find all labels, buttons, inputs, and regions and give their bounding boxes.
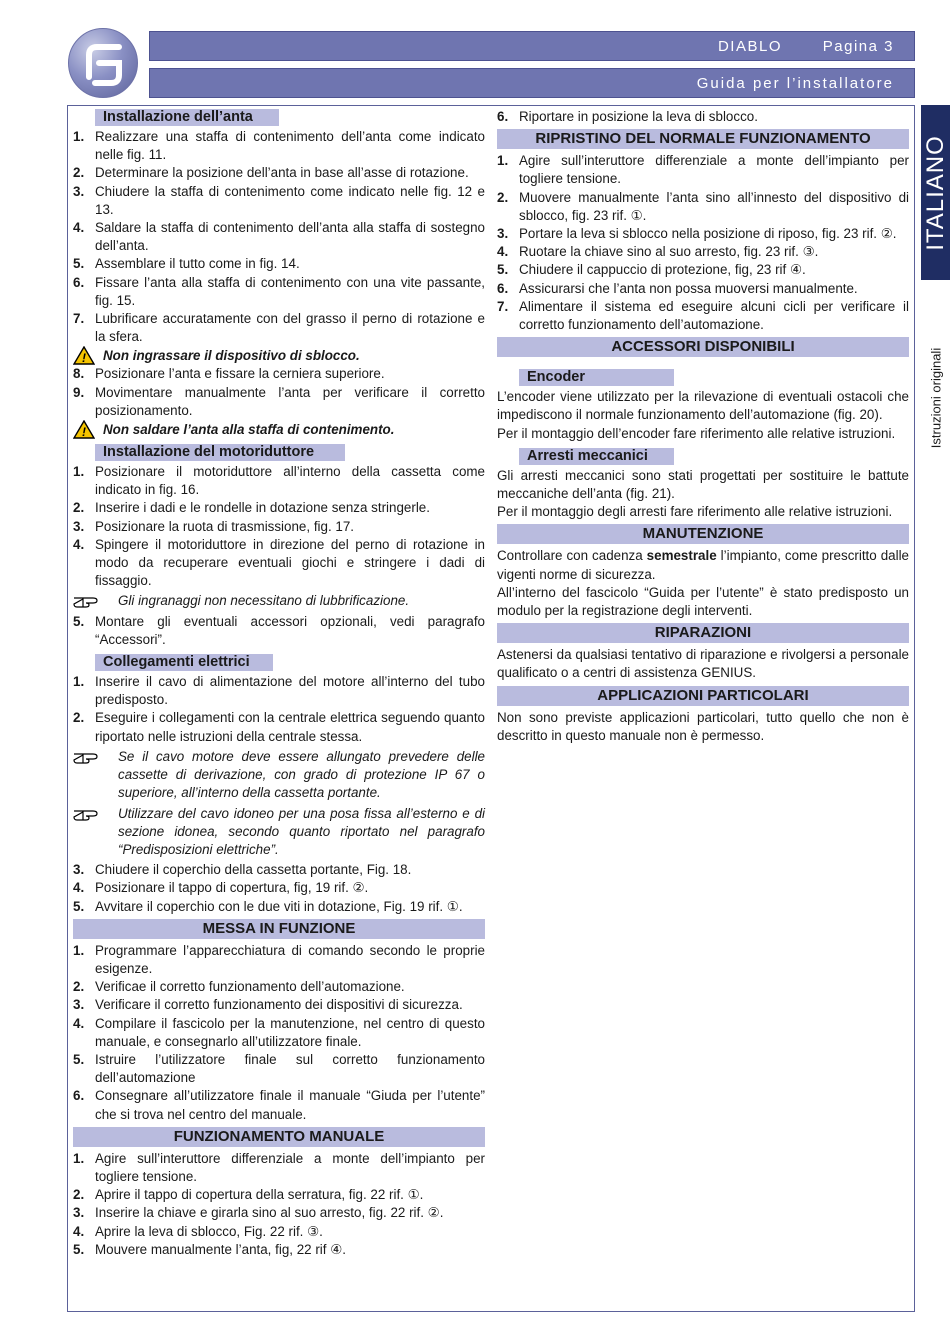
list-item-number: 4. [73, 1223, 85, 1239]
list-item-text: Inserire il cavo di alimentazione del motore all’interno del tubo predisposto. [95, 674, 485, 708]
paragraph: Non sono previste applicazioni particolari, tutto quello che non è descritto in questo manuale non è permesso. [497, 709, 909, 743]
info-note [73, 805, 485, 860]
list-item-number: 3. [73, 997, 85, 1013]
list-item-text: Istruire l’utilizzatore finale sul corretto funzionamento dell’automazione [95, 1051, 485, 1086]
warning-icon [73, 346, 103, 365]
list-item [497, 152, 909, 188]
list-item-text: Ruotare la chiave sino al suo arresto, fig. 23 rif. ③. [519, 244, 819, 260]
list-item [73, 898, 485, 916]
note-text: Se il cavo motore deve essere allungato prevedere delle cassette di derivazione, con grado di protezione IP 67 o superiore, all’interno della cassetta portante. [118, 748, 485, 801]
list-item-number: 2. [73, 710, 85, 726]
list-item-text: Avvitare il coperchio con le due viti in dotazione, Fig. 19 rif. ①. [95, 898, 463, 914]
left-column [73, 108, 485, 1259]
list-item [73, 1204, 485, 1222]
page-number: Pagina 3 [822, 38, 894, 55]
list-item [73, 499, 485, 517]
list-item [73, 1051, 485, 1087]
list-item-text: Assemblare il tutto come in fig. 14. [95, 256, 300, 272]
logo-mark-icon [69, 29, 139, 99]
paragraph [497, 547, 909, 583]
list-manuale [73, 1150, 485, 1259]
svg-text:!: ! [82, 425, 86, 440]
section-title-accessori: ACCESSORI DISPONIBILI [497, 337, 909, 357]
list-item-number: 5. [73, 1241, 85, 1257]
list-item-number: 2. [73, 500, 85, 516]
list-item [73, 183, 485, 219]
text-run-bold: semestrale [646, 548, 717, 564]
list-item-number: 6. [73, 1088, 85, 1104]
list-messa [73, 942, 485, 1124]
list-item-number: 2. [73, 1187, 85, 1203]
list-item [73, 861, 485, 879]
list-item [73, 1150, 485, 1186]
section-title-manuale: FUNZIONAMENTO MANUALE [73, 1127, 485, 1147]
warning-note [73, 346, 485, 365]
paragraph: Per il montaggio dell’encoder fare riferimento alle relative istruzioni. [497, 425, 896, 441]
list-item-number: 6. [497, 280, 509, 296]
list-item [73, 518, 485, 536]
section-title-applicazioni: APPLICAZIONI PARTICOLARI [497, 686, 909, 706]
list-item [73, 996, 485, 1014]
list-item-number: 3. [497, 226, 509, 242]
list-item-number: 5. [73, 1051, 85, 1067]
list-item [73, 219, 485, 255]
list-item [73, 709, 485, 745]
subsection-title-anta: Installazione dell’anta [95, 109, 279, 126]
list-item-text: Posizionare l’anta e fissare la cerniera superiore. [95, 366, 385, 382]
list-item-number: 7. [73, 311, 85, 327]
list-item [73, 1186, 485, 1204]
section-title-riparazioni: RIPARAZIONI [497, 623, 909, 643]
list-item-number: 7. [497, 298, 509, 314]
section-title-messa: MESSA IN FUNZIONE [73, 919, 485, 939]
paragraph: Per il montaggio degli arresti fare riferimento alle relative istruzioni. [497, 504, 893, 520]
list-item-number: 3. [73, 1205, 85, 1221]
subsection-title-arresti: Arresti meccanici [519, 448, 674, 465]
text-run: l’impianto, come prescritto dalle vigenti norme di sicurezza. [497, 548, 909, 582]
list-item-text: Alimentare il sistema ed eseguire alcuni cicli per verificare il corretto funzionamento dell’automazione. [519, 298, 909, 333]
list-item-number: 6. [497, 109, 509, 124]
pointing-hand-icon [73, 805, 118, 860]
list-item [73, 463, 485, 499]
pointing-hand-icon [73, 592, 118, 610]
list-item-text: Eseguire i collegamenti con la centrale elettrica seguendo quanto riportato nelle istruzioni della centrale stessa. [95, 710, 485, 744]
list-item-number: 2. [73, 165, 85, 181]
list-item-number: 1. [497, 153, 509, 169]
warning-icon [73, 420, 103, 439]
list-item-text: Verificae il corretto funzionamento dell’automazione. [95, 979, 405, 995]
list-item [73, 1087, 485, 1123]
list-anta-2 [73, 365, 485, 420]
list-item-text: Assicurarsi che l’anta non possa muoversi manualmente. [519, 280, 858, 296]
subsection-title-motor: Installazione del motoriduttore [95, 444, 345, 461]
list-item-text: Agire sull’interuttore differenziale a monte dell’impianto per togliere tensione. [95, 1150, 485, 1184]
language-label: ITALIANO [921, 134, 949, 251]
right-column [497, 108, 909, 745]
list-item-number: 4. [73, 880, 85, 896]
subsection-title-elec: Collegamenti elettrici [95, 654, 273, 671]
list-item-text: Compilare il fascicolo per la manutenzione, nel centro di questo manuale, e consegnarlo all’utilizzatore finale. [95, 1015, 485, 1049]
list-item [497, 280, 909, 298]
warning-text: Non saldare l’anta alla staffa di contenimento. [103, 422, 395, 438]
section-title-manutenzione: MANUTENZIONE [497, 524, 909, 544]
list-ripristino [497, 152, 909, 334]
list-item-number: 6. [73, 274, 85, 290]
list-item-number: 8. [73, 366, 85, 382]
list-item-text: Chiudere il cappuccio di protezione, fig, 23 rif ④. [519, 262, 806, 278]
list-item-text: Inserire la chiave e girarla sino al suo arresto, fig. 22 rif. ②. [95, 1205, 444, 1221]
paragraph: L’encoder viene utilizzato per la rilevazione di eventuali ostacoli che impediscono il normale funzionamento dell’automazione (fig. 20). [497, 389, 909, 423]
list-item-text: Fissare l’anta alla staffa di contenimento con una vite passante, fig. 15. [95, 274, 485, 308]
list-item [73, 365, 485, 383]
list-item-text: Spingere il motoriduttore in direzione del perno di rotazione in modo da recuperare eventuali giochi e stringere i dadi di fissaggio. [95, 536, 485, 589]
guide-title: Guida per l’installatore [696, 75, 894, 92]
list-item-text: Verificare il corretto funzionamento dei dispositivi di sicurezza. [95, 997, 463, 1013]
paragraph: Astenersi da qualsiasi tentativo di riparazione e rivolgersi a personale qualificato o a centri di assistenza GENIUS. [497, 647, 909, 681]
note-text: Utilizzare del cavo idoneo per una posa fissa all’esterno e di sezione idonea, secondo quanto riportato nel paragrafo “Predisposizioni elettriche”. [118, 805, 485, 857]
list-manuale-cont [497, 108, 909, 126]
list-item-text: Muovere manualmente l’anta sino all’innesto del dispositivo di sblocco, fig. 23 rif. ①. [519, 189, 909, 223]
list-item [73, 384, 485, 420]
product-name: DIABLO [717, 38, 782, 55]
list-item-number: 3. [73, 183, 85, 199]
list-item [73, 879, 485, 897]
list-item-number: 4. [73, 1015, 85, 1031]
list-item-text: Portare la leva si sblocco nella posizione di riposo, fig. 23 rif. ②. [519, 226, 897, 242]
list-item-text: Realizzare una staffa di contenimento dell’anta come indicato nelle fig. 11. [95, 129, 485, 163]
list-item-number: 3. [73, 862, 85, 878]
list-item-text: Riportare in posizione la leva di sblocco. [519, 109, 758, 124]
list-item-number: 1. [73, 942, 85, 958]
list-item [73, 536, 485, 591]
list-item [73, 978, 485, 996]
text-run: Controllare con cadenza [497, 548, 647, 564]
list-item-text: Saldare la staffa di contenimento dell’anta alla staffa di sostegno dell’anta. [95, 220, 485, 254]
list-item-number: 5. [73, 898, 85, 914]
paragraph: Gli arresti meccanici sono stati progettati per sostituire le battute meccaniche dell’anta (fig. 21). [497, 467, 909, 502]
list-item [497, 225, 909, 243]
warning-note [73, 420, 485, 439]
list-item-number: 4. [73, 220, 85, 236]
list-item-number: 1. [73, 464, 85, 480]
list-item-number: 4. [497, 244, 509, 260]
list-item-number: 5. [73, 613, 85, 629]
list-item [73, 673, 485, 709]
list-item-number: 5. [73, 256, 85, 272]
list-item [73, 1223, 485, 1241]
list-item-number: 3. [73, 518, 85, 534]
list-item-text: Lubrificare accuratamente con del grasso il perno di rotazione e la sfera. [95, 311, 485, 345]
list-item-text: Agire sull’interuttore differenziale a monte dell’impianto per togliere tensione. [519, 153, 909, 187]
list-item-text: Consegnare all’utilizzatore finale il manuale “Giuda per l’utente” che si trova nel centro del manuale. [95, 1088, 485, 1122]
paragraph: All’interno del fascicolo “Guida per l’utente” è stato predisposto un modulo per la registrazione degli interventi. [497, 584, 909, 619]
pointing-hand-icon [73, 748, 118, 803]
list-item-number: 2. [497, 189, 509, 205]
list-item [497, 243, 909, 261]
info-note [73, 748, 485, 803]
list-item-text: Posizionare il tappo di copertura, fig, 19 rif. ②. [95, 880, 369, 896]
list-item-number: 1. [73, 674, 85, 690]
list-item-text: Inserire i dadi e le rondelle in dotazione senza stringerle. [95, 500, 430, 516]
warning-text: Non ingrassare il dispositivo di sblocco. [103, 348, 360, 364]
list-item [497, 108, 909, 126]
genius-logo [68, 28, 138, 98]
header-bar-bottom [149, 68, 915, 98]
list-item [73, 128, 485, 164]
list-anta [73, 128, 485, 346]
list-item-text: Posizionare il motoriduttore all’interno della cassetta come indicato in fig. 16. [95, 464, 485, 498]
list-item-text: Chiudere il coperchio della cassetta portante, Fig. 18. [95, 862, 412, 878]
list-item [73, 1241, 485, 1259]
list-item [73, 310, 485, 346]
side-note-label: Istruzioni originali [928, 347, 944, 449]
list-item-number: 9. [73, 384, 85, 400]
list-elec [73, 673, 485, 746]
list-motor [73, 463, 485, 590]
list-item-text: Determinare la posizione dell’anta in base all’asse di rotazione. [95, 165, 469, 181]
language-tab [921, 105, 950, 280]
list-item-text: Chiudere la staffa di contenimento come indicato nelle fig. 12 e 13. [95, 183, 485, 217]
list-item [73, 942, 485, 978]
subsection-title-encoder: Encoder [519, 369, 674, 386]
list-item [73, 255, 485, 273]
note-text: Gli ingranaggi non necessitano di lubbrificazione. [118, 593, 410, 609]
list-motor-2 [73, 613, 485, 649]
side-note [927, 318, 945, 478]
svg-text:!: ! [82, 351, 86, 366]
section-title-ripristino: RIPRISTINO DEL NORMALE FUNZIONAMENTO [497, 129, 909, 149]
list-elec-2 [73, 861, 485, 916]
list-item-text: Montare gli eventuali accessori opzionali, vedi paragrafo “Accessori”. [95, 613, 485, 647]
list-item [73, 164, 485, 182]
list-item [73, 1015, 485, 1051]
list-item-number: 4. [73, 536, 85, 552]
header-bar-top [149, 31, 915, 61]
list-item [73, 613, 485, 649]
list-item-text: Aprire il tappo di copertura della serratura, fig. 22 rif. ①. [95, 1187, 424, 1203]
list-item-text: Posizionare la ruota di trasmissione, fig. 17. [95, 518, 355, 534]
list-item-text: Aprire la leva di sblocco, Fig. 22 rif. ③. [95, 1223, 323, 1239]
list-item-number: 5. [497, 262, 509, 278]
list-item-text: Programmare l’apparecchiatura di comando secondo le proprie esigenze. [95, 942, 485, 976]
list-item-number: 1. [73, 1150, 85, 1166]
list-item-number: 1. [73, 129, 85, 144]
list-item-text: Movimentare manualmente l’anta per verificare il corretto posizionamento. [95, 384, 485, 418]
info-note [73, 592, 485, 610]
list-item-number: 2. [73, 979, 85, 995]
list-item [497, 189, 909, 225]
list-item [73, 274, 485, 310]
list-item [497, 261, 909, 279]
list-item-text: Mouvere manualmente l’anta, fig, 22 rif ④. [95, 1241, 346, 1257]
list-item [497, 298, 909, 334]
